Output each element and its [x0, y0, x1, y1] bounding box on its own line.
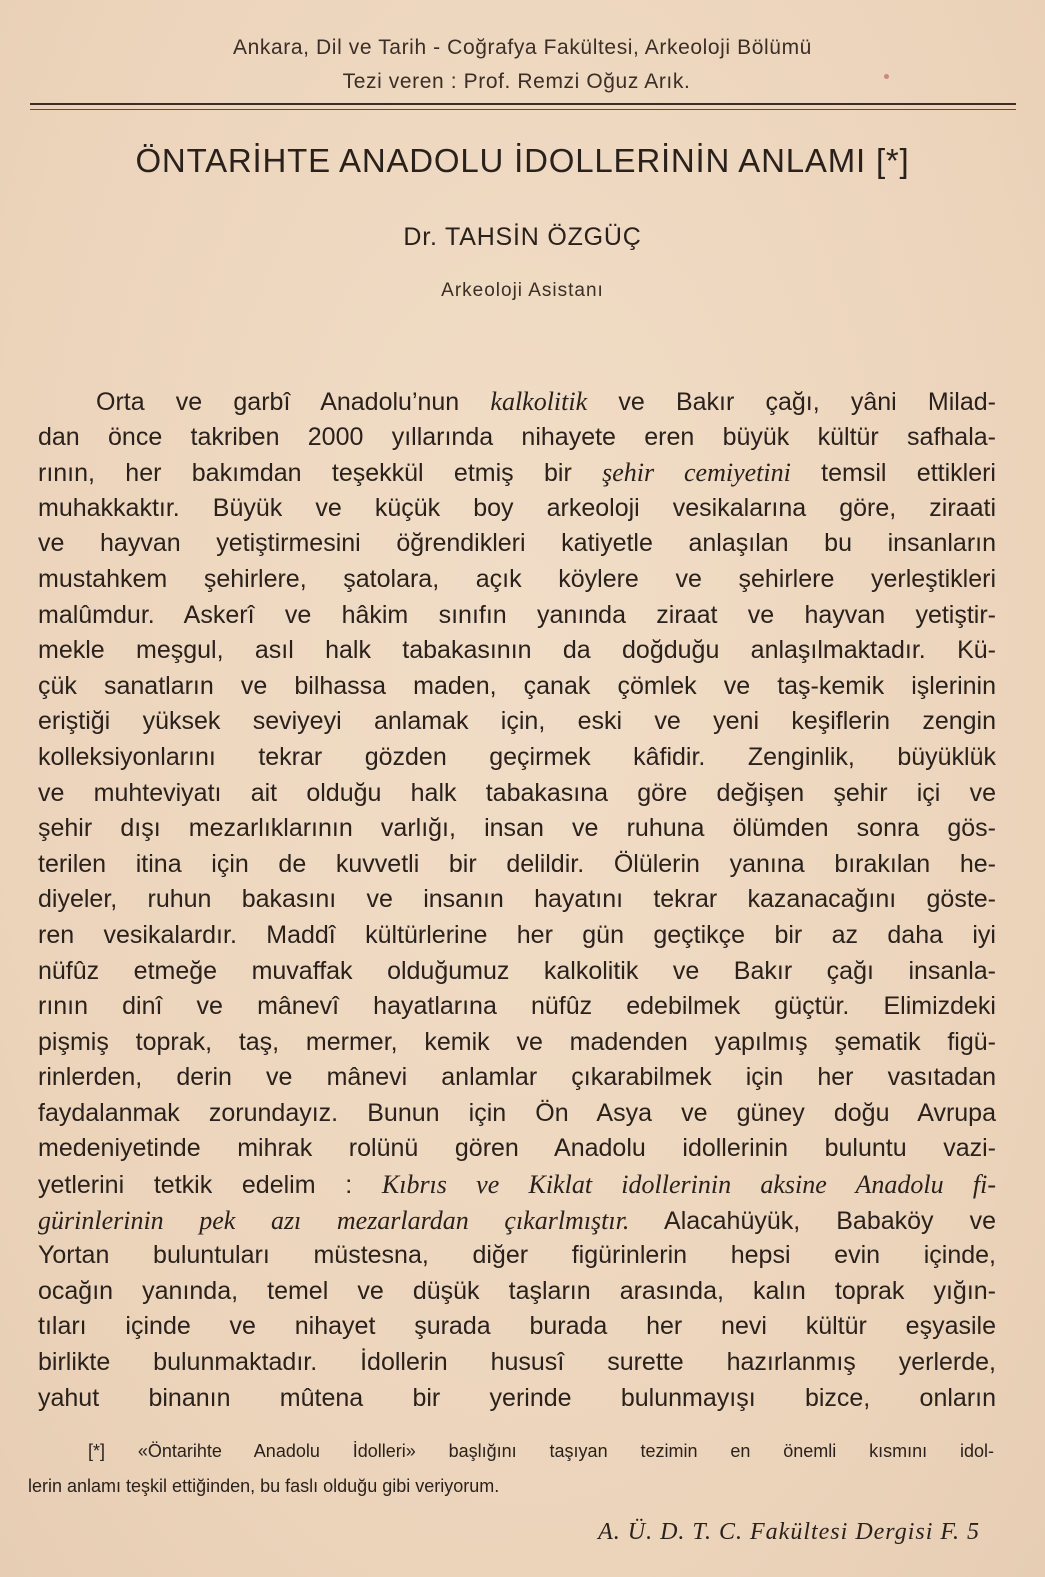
body-line: rının dinî ve mânevî hayatlarına nüfûz edebilmek güçtür. Elimizdeki [38, 992, 996, 1021]
body-line: eriştiği yüksek seviyeyi anlamak için, eski ve yeni keşiflerin zengin [38, 707, 996, 736]
body-line: yetlerini tetkik edelim : Kıbrıs ve Kiklat idollerinin aksine Anadolu fi- [38, 1170, 996, 1200]
body-line: nüfûz etmeğe muvaffak olduğumuz kalkolitik ve Bakır çağı insanla- [38, 956, 996, 985]
header-rule-thin [30, 109, 1016, 110]
paper-speck [884, 74, 889, 79]
body-line: Yortan buluntuları müstesna, diğer figürinlerin hepsi evin içinde, [38, 1241, 996, 1270]
header-thesis-advisor: Tezi veren : Prof. Remzi Oğuz Arık. [342, 70, 691, 93]
body-line: birlikte bulunmaktadır. İdollerin hususî surette hazırlanmış yerlerde, [38, 1348, 996, 1377]
body-line: Orta ve garbî Anadolu’nun kalkolitik ve Bakır çağı, yâni Milad- [96, 387, 996, 416]
body-line: ren vesikalardır. Maddî kültürlerine her gün geçtikçe bir az daha iyi [38, 920, 996, 949]
header-rule [30, 103, 1016, 105]
body-line: şehir dışı mezarlıklarının varlığı, insan ve ruhuna ölümden sonra gös- [38, 814, 996, 843]
body-line: dan önce takriben 2000 yıllarında nihayete eren büyük kültür safhala- [38, 422, 996, 451]
body-line: gürinlerinin pek azı mezarlardan çıkarlmıştır. Alacahüyük, Babaköy ve [38, 1205, 996, 1235]
body-line: malûmdur. Askerî ve hâkim sınıfın yanında ziraat ve hayvan yetiştir- [38, 600, 996, 629]
body-line: ocağın yanında, temel ve düşük taşların arasında, kalın toprak yığın- [38, 1276, 996, 1305]
body-line: muhakkaktır. Büyük ve küçük boy arkeoloji vesikalarına göre, ziraati [38, 493, 996, 522]
body-line: ve hayvan yetiştirmesini öğrendikleri katiyetle anlaşılan bu insanların [38, 529, 996, 558]
footnote-line: lerin anlamı teşkil ettiğinden, bu faslı olduğu gibi veriyorum. [28, 1476, 500, 1496]
journal-signature: A. Ü. D. T. C. Fakültesi Dergisi F. 5 [598, 1519, 980, 1545]
body-line: rının, her bakımdan teşekkül etmiş bir şehir cemiyetini temsil ettikleri [38, 458, 996, 488]
author-affiliation: Arkeoloji Asistanı [441, 280, 604, 301]
header-institution: Ankara, Dil ve Tarih - Coğrafya Fakültesi, Arkeoloji Bölümü [233, 36, 812, 59]
body-line: yahut binanın mûtena bir yerinde bulunmayışı bizce, onların [38, 1383, 996, 1412]
body-line: terilen itina için de kuvvetli bir delildir. Ölülerin yanına bırakılan he- [38, 849, 996, 878]
body-line: mustahkem şehirlere, şatolara, açık köylere ve şehirlere yerleştikleri [38, 564, 996, 593]
body-line: diyeler, ruhun bakasını ve insanın hayatını tekrar kazanacağını göste- [38, 885, 996, 914]
body-line: pişmiş toprak, taş, mermer, kemik ve madenden yapılmış şematik figü- [38, 1027, 996, 1056]
footnote-line: [*] «Öntarihte Anadolu İdolleri» başlığını taşıyan tezimin en önemli kısmını idol- [88, 1441, 994, 1461]
article-author: Dr. TAHSİN ÖZGÜÇ [403, 223, 642, 251]
body-line: medeniyetinde mihrak rolünü gören Anadolu idollerinin buluntu vazi- [38, 1134, 996, 1163]
body-line: tıları içinde ve nihayet şurada burada her nevi kültür eşyasile [38, 1312, 996, 1341]
article-body [38, 384, 996, 1416]
body-line: faydalanmak zorundayız. Bunun için Ön Asya ve güney doğu Avrupa [38, 1098, 996, 1127]
body-line: çük sanatların ve bilhassa maden, çanak çömlek ve taş-kemik işlerinin [38, 671, 996, 700]
article-title: ÖNTARİHTE ANADOLU İDOLLERİNİN ANLAMI [*] [135, 142, 910, 179]
body-line: rinlerden, derin ve mânevi anlamlar çıkarabilmek için her vasıtadan [38, 1063, 996, 1092]
body-line: ve muhteviyatı ait olduğu halk tabakasına göre değişen şehir içi ve [38, 778, 996, 807]
body-line: mekle meşgul, asıl halk tabakasının da doğduğu anlaşılmaktadır. Kü- [38, 636, 996, 665]
body-line: kolleksiyonlarını tekrar gözden geçirmek kâfidir. Zenginlik, büyüklük [38, 742, 996, 771]
